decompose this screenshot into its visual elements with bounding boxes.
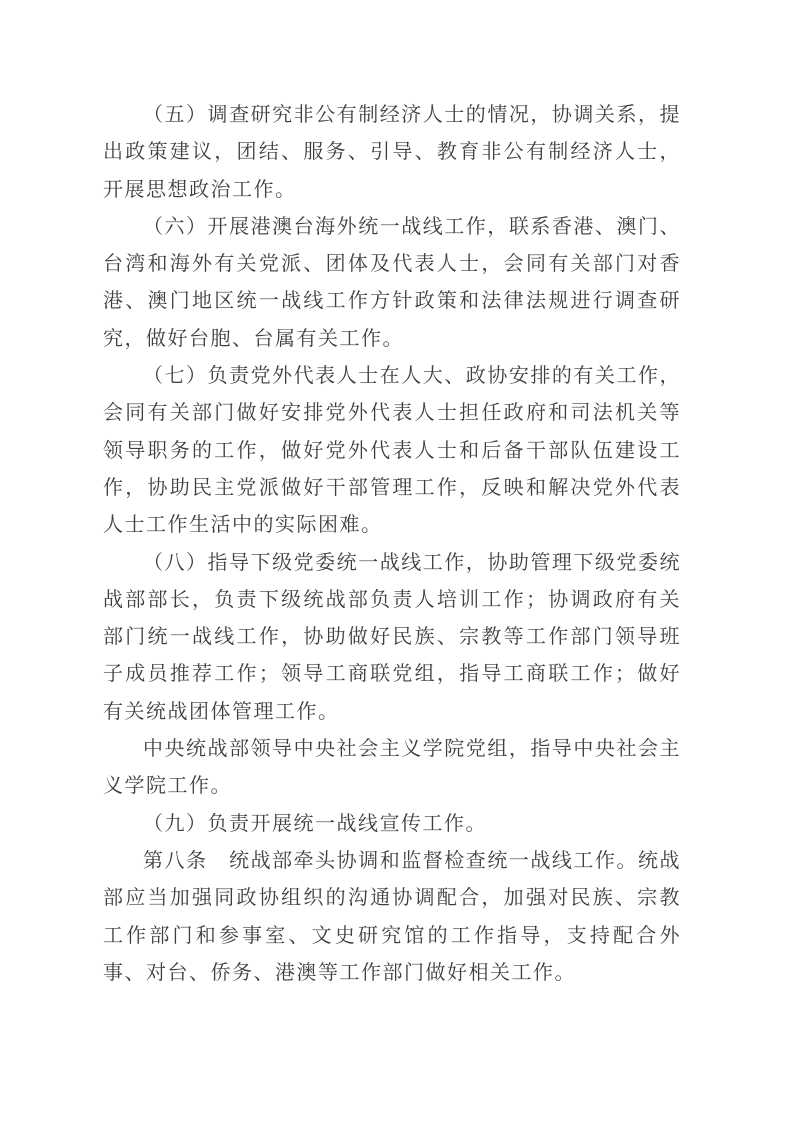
paragraph-item-6: （六）开展港澳台海外统一战线工作，联系香港、澳门、台湾和海外有关党派、团体及代表人士，会同有关部门对香港、澳门地区统一战线工作方针政策和法律法规进行调查研究，做好台胞、台属有关工作。 — [103, 215, 681, 350]
paragraph-item-7: （七）负责党外代表人士在人大、政协安排的有关工作，会同有关部门做好安排党外代表人士担任政府和司法机关等领导职务的工作，做好党外代表人士和后备干部队伍建设工作，协助民主党派做好干部管理工作，反映和解决党外代表人士工作生活中的实际困难。 — [103, 365, 681, 537]
paragraph-item-8: （八）指导下级党委统一战线工作，协助管理下级党委统战部部长，负责下级统战部负责人培训工作；协调政府有关部门统一战线工作，协助做好民族、宗教等工作部门领导班子成员推荐工作；领导工商联党组，指导工商联工作；做好有关统战团体管理工作。 — [103, 551, 681, 723]
document-body — [103, 97, 681, 992]
paragraph-item-9: （九）负责开展统一战线宣传工作。 — [143, 812, 487, 835]
paragraph-item-5: （五）调查研究非公有制经济人士的情况，协调关系，提出政策建议，团结、服务、引导、教育非公有制经济人士，开展思想政治工作。 — [103, 104, 681, 201]
paragraph-article-8: 第八条 统战部牵头协调和监督检查统一战线工作。统战部应当加强同政协组织的沟通协调配合，加强对民族、宗教工作部门和参事室、文史研究馆的工作指导，支持配合外事、对台、侨务、港澳等工作部门做好相关工作。 — [103, 849, 681, 984]
paragraph-socialism-institute: 中央统战部领导中央社会主义学院党组，指导中央社会主义学院工作。 — [103, 738, 681, 798]
